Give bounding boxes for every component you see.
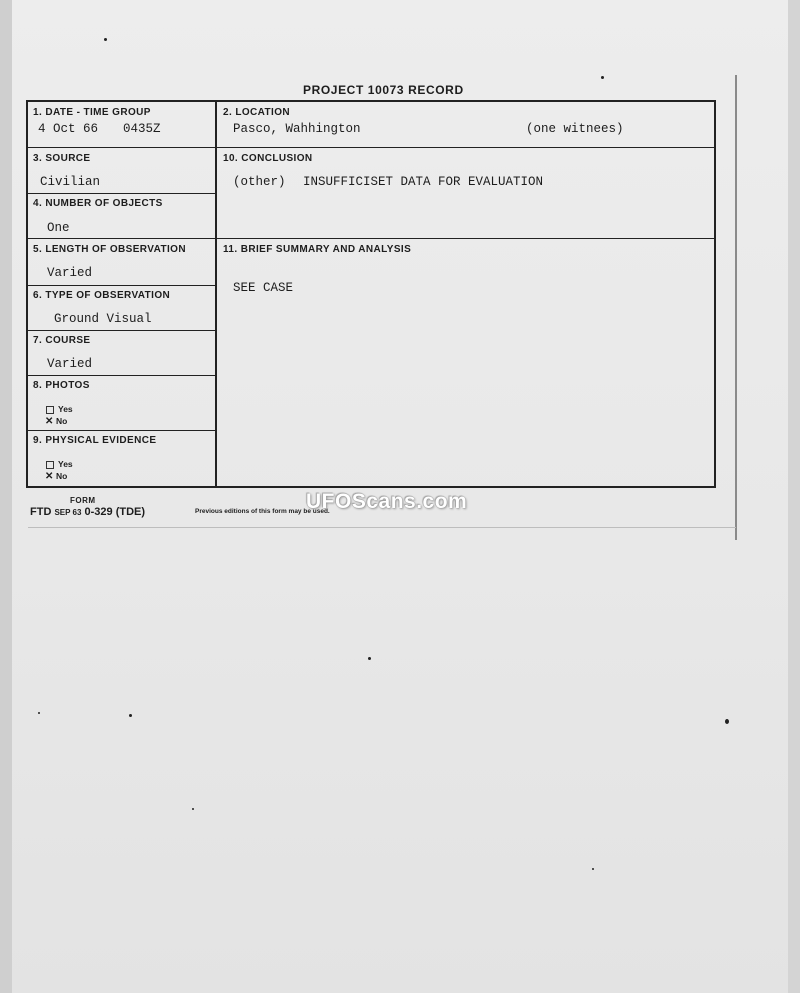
row-divider [28,430,215,431]
physical-yes-option [46,459,73,469]
row-divider [28,147,714,148]
scan-speck [104,38,107,41]
row-divider [28,238,714,239]
photos-no-option [45,416,67,427]
physical-label: 9. PHYSICAL EVIDENCE [33,435,157,446]
conclusion-label: 10. CONCLUSION [223,153,313,164]
photos-no-label: No [56,416,68,426]
scan-speck [592,868,594,870]
page-edge-right [788,0,800,993]
scan-edge-line [735,75,737,540]
course-value: Varied [47,357,93,371]
faint-rule [28,527,736,528]
checkbox-empty-icon [46,461,54,469]
scan-speck [38,712,40,714]
objects-value: One [47,221,70,235]
row-divider [28,330,215,331]
scan-speck [725,719,729,724]
conclusion-prefix: (other) [233,175,286,189]
watermark: UFOScans.com [306,490,468,513]
checkbox-empty-icon [46,406,54,414]
objects-label: 4. NUMBER OF OBJECTS [33,198,163,209]
summary-value: SEE CASE [233,281,294,295]
type-label: 6. TYPE OF OBSERVATION [33,290,171,301]
record-form [26,100,716,488]
scan-speck [601,76,604,79]
column-divider [215,102,217,488]
scan-speck [192,808,194,810]
x-mark-icon: ✕ [45,416,54,427]
conclusion-value: INSUFFICISET DATA FOR EVALUATION [303,175,544,189]
type-value: Ground Visual [54,312,152,326]
row-divider [28,375,215,376]
page-edge-left [0,0,12,993]
date-time-label: 1. DATE - TIME GROUP [33,107,151,118]
footer-form-word: FORM [70,496,96,505]
location-value: Pasco, Wahhington [233,122,361,136]
form-title: PROJECT 10073 RECORD [303,83,464,97]
row-divider [28,193,215,194]
x-mark-icon: ✕ [45,471,54,482]
photos-yes-option [46,404,73,414]
footer-ftd: FTD [30,506,52,518]
length-label: 5. LENGTH OF OBSERVATION [33,244,186,255]
photos-yes-label: Yes [58,404,73,414]
source-value: Civilian [40,175,101,189]
source-label: 3. SOURCE [33,153,91,164]
row-divider [28,285,215,286]
time-value: 0435Z [123,122,161,136]
scan-speck [368,657,371,660]
footer-number: 0-329 (TDE) [84,506,146,518]
summary-label: 11. BRIEF SUMMARY AND ANALYSIS [223,244,412,255]
footer-sep: SEP 63 [54,508,82,517]
location-label: 2. LOCATION [223,107,290,118]
footer-note: Previous editions of this form may be used. [195,508,330,515]
date-value: 4 Oct 66 [38,122,99,136]
physical-yes-label: Yes [58,459,73,469]
witness-note: (one witnees) [526,122,624,136]
footer-form-id [30,506,145,518]
length-value: Varied [47,266,93,280]
scan-speck [129,714,132,717]
physical-no-option [45,471,67,482]
course-label: 7. COURSE [33,335,91,346]
physical-no-label: No [56,471,68,481]
photos-label: 8. PHOTOS [33,380,90,391]
